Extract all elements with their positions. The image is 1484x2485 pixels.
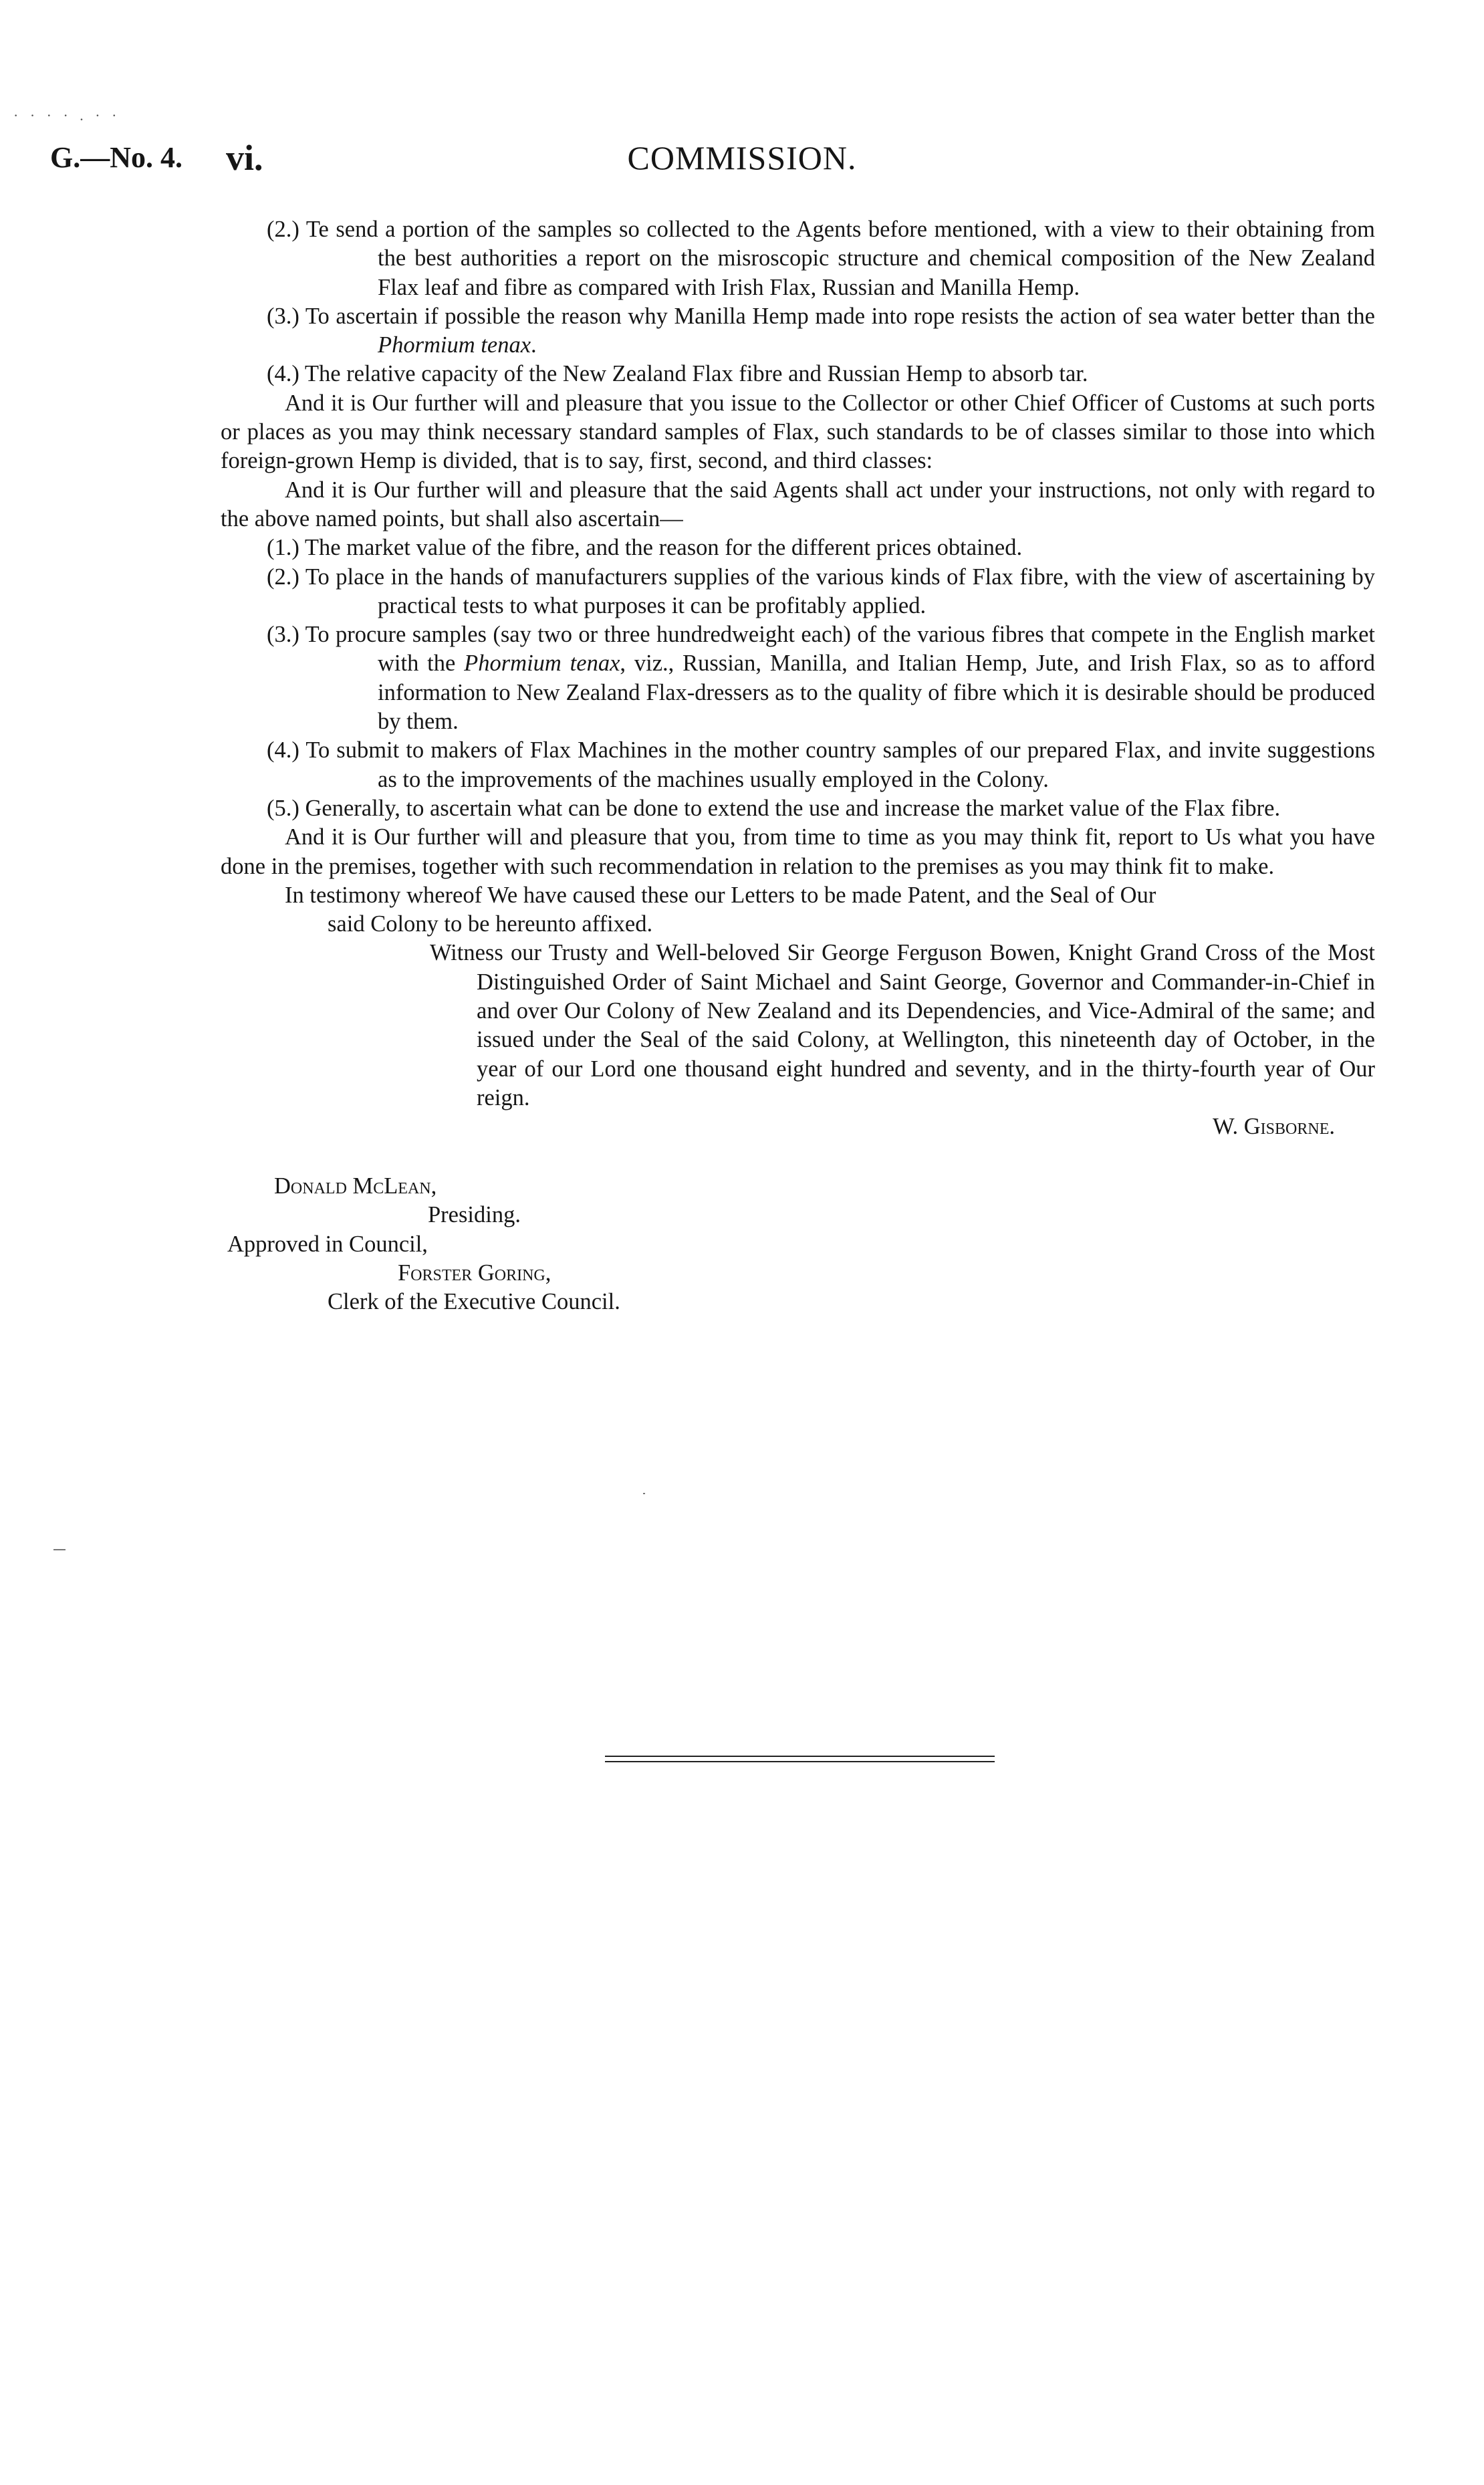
- end-rule-bottom: [605, 1761, 995, 1762]
- end-rule-top: [605, 1756, 995, 1757]
- paragraph-customs: And it is Our further will and pleasure that you issue to the Collector or other Chief Officer of Customs at such ports or places as you may think necessary standard samples of Flax, such standards to be of classes similar to those into which foreign-grown Hemp is divided, that is to say, first, second, and third classes:: [221, 390, 1375, 474]
- speck: [53, 1549, 66, 1550]
- president-role: Presiding.: [428, 1202, 521, 1228]
- item-number: (1.): [267, 535, 299, 561]
- witness-clause: Witness our Trusty and Well-beloved Sir George Ferguson Bowen, Knight Grand Cross of the Most Distinguished Order of Saint Michael and Saint George, Governor and Commander-in-Chief in and over Our Colony of New Zealand and its Dependencies, and Vice-Admiral of the same; and issued under the Seal of the said Colony, at Wellington, this nineteenth day of October, in the year of our Lord one thousand eight hundred and seventy, and in the thirty-fourth year of Our reign.: [430, 940, 1375, 1110]
- item-text: To place in the hands of manufacturers supplies of the various kinds of Flax fibre, with the view of ascertaining by practical tests to what purposes it can be profitably applied.: [305, 564, 1375, 618]
- page-number: vi.: [226, 138, 263, 178]
- testimony-continuation: said Colony to be hereunto affixed.: [328, 911, 653, 937]
- signer-name: W. Gisborne.: [1213, 1114, 1335, 1140]
- item-number: (5.): [267, 795, 299, 821]
- speck: [643, 1493, 645, 1494]
- testimony-line: In testimony whereof We have caused these our Letters to be made Patent, and the Seal of Our: [285, 882, 1156, 908]
- item-text: To procure samples (say two or three hundredweight each) of the various fibres that compete in the English market with the: [305, 622, 1375, 677]
- page-title: COMMISSION.: [627, 139, 857, 176]
- commission-body: [221, 215, 1375, 1142]
- top-item-4: [221, 360, 1375, 388]
- witness-block: [221, 939, 1375, 1112]
- item-text: The market value of the fibre, and the reason for the different prices obtained.: [304, 535, 1023, 561]
- item-number: (4.): [267, 737, 299, 763]
- margin-specks: · · · · . · ·: [13, 107, 121, 124]
- item-text: Te send a portion of the samples so collected to the Agents before mentioned, with a view to their obtaining from the best authorities a report on the misroscopic structure and chemical composition of the New Zealand Flax leaf and fibre as compared with Irish Flax, Russian and Manilla Hemp.: [305, 217, 1375, 300]
- item-number: (3.): [267, 622, 299, 648]
- top-item-3: (3.) To ascertain if possible the reason why Manilla Hemp made into rope resists the action of sea water better than the Phormium tenax.: [267, 303, 1375, 358]
- item-number: (2.): [267, 217, 299, 242]
- agent-item-2: [221, 563, 1375, 621]
- item-text: The relative capacity of the New Zealand Flax fibre and Russian Hemp to absorb tar.: [304, 361, 1088, 387]
- clerk-name: Forster Goring,: [398, 1260, 551, 1286]
- president-name: Donald McLean,: [274, 1173, 437, 1199]
- top-item-2: [221, 215, 1375, 302]
- clerk-role: Clerk of the Executive Council.: [328, 1289, 620, 1315]
- agent-item-4: [221, 736, 1375, 794]
- agent-item-3: (3.) To procure samples (say two or three hundredweight each) of the various fibres that compete in the English market with the Phormium tenax, viz., Russian, Manilla, and Italian Hemp, Jute, and Irish Flax, so as to afford information to New Zealand Flax-dressers as to the quality of fibre which it is desirable should be produced by them.: [267, 622, 1375, 735]
- agent-item-1: [221, 534, 1375, 562]
- document-reference: G.—No. 4.: [50, 141, 182, 174]
- agent-item-5: [221, 794, 1375, 823]
- item-number: (3.): [267, 303, 299, 329]
- italic-species-name: Phormium tenax: [378, 332, 531, 358]
- item-number: (4.): [267, 361, 299, 387]
- item-number: (2.): [267, 564, 299, 590]
- paragraph-agents: And it is Our further will and pleasure that the said Agents shall act under your instructions, not only with regard to the above named points, but shall also ascertain—: [221, 477, 1375, 531]
- item-text: To submit to makers of Flax Machines in the mother country samples of our prepared Flax, and invite suggestions as to the improvements of the machines usually employed in the Colony.: [305, 737, 1375, 792]
- item-text: Generally, to ascertain what can be done to extend the use and increase the market value of the Flax fibre.: [305, 795, 1281, 821]
- item-text: To ascertain if possible the reason why Manilla Hemp made into rope resists the action of sea water better than the: [305, 303, 1375, 329]
- approved-line: Approved in Council,: [227, 1231, 428, 1257]
- italic-species-name: Phormium tenax: [464, 650, 620, 677]
- signature-block: [221, 1172, 620, 1316]
- paragraph-report: And it is Our further will and pleasure that you, from time to time as you may think fit, report to Us what you have done in the premises, together with such recommendation in relation to the premises as you may think fit to make.: [221, 824, 1375, 879]
